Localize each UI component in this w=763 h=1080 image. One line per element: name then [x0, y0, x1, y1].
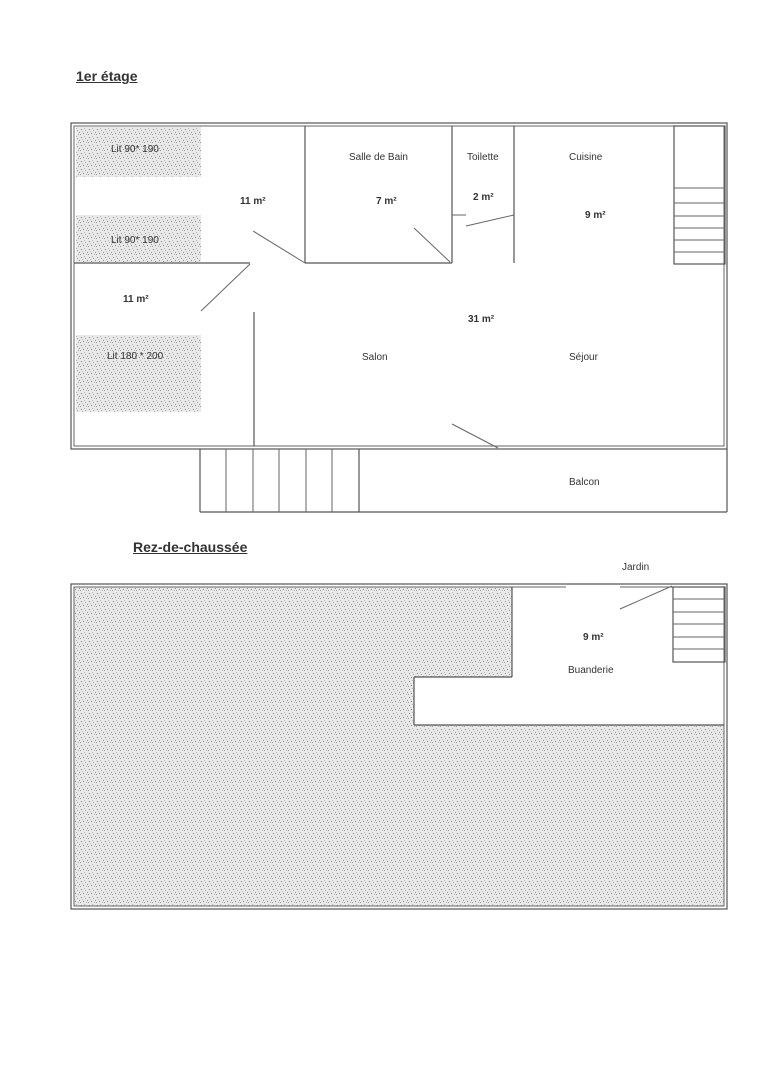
bedroom-bottom-door [201, 264, 250, 311]
first-floor-staircase [674, 126, 725, 264]
sejour-label: Séjour [569, 352, 598, 363]
balcony-label: Balcon [569, 477, 600, 488]
bed-2-label: Lit 90* 190 [111, 235, 159, 246]
laundry-area: 9 m² [583, 632, 604, 643]
salon-label: Salon [362, 352, 388, 363]
laundry-label: Buanderie [568, 665, 614, 676]
bedroom-top-area: 11 m² [240, 196, 266, 207]
first-floor-plan [71, 123, 727, 512]
toilet-door [466, 215, 514, 226]
bathroom-label: Salle de Bain [349, 152, 408, 163]
garden-door [620, 586, 672, 609]
exterior-staircase [226, 449, 332, 512]
kitchen-label: Cuisine [569, 152, 603, 163]
bathroom-door [414, 228, 450, 262]
first-floor-title: 1er étage [76, 68, 138, 84]
ground-floor-plan [71, 562, 727, 909]
bed-1-label: Lit 90* 190 [111, 144, 159, 155]
living-area: 31 m² [468, 314, 495, 325]
bedroom-top-door [253, 231, 305, 263]
toilet-area: 2 m² [473, 192, 494, 203]
bedroom-bottom-area: 11 m² [123, 294, 149, 305]
balcony-door [452, 424, 498, 448]
ground-floor-title: Rez-de-chaussée [133, 539, 248, 555]
bed-3-shape [76, 335, 201, 412]
ground-floor-staircase [673, 587, 725, 662]
ground-floor-hatched-area [74, 587, 724, 906]
bed-3-label: Lit 180 * 200 [107, 351, 164, 362]
kitchen-area: 9 m² [585, 210, 606, 221]
bathroom-area: 7 m² [376, 196, 397, 207]
toilet-label: Toilette [467, 152, 499, 163]
garden-label: Jardin [622, 562, 650, 573]
